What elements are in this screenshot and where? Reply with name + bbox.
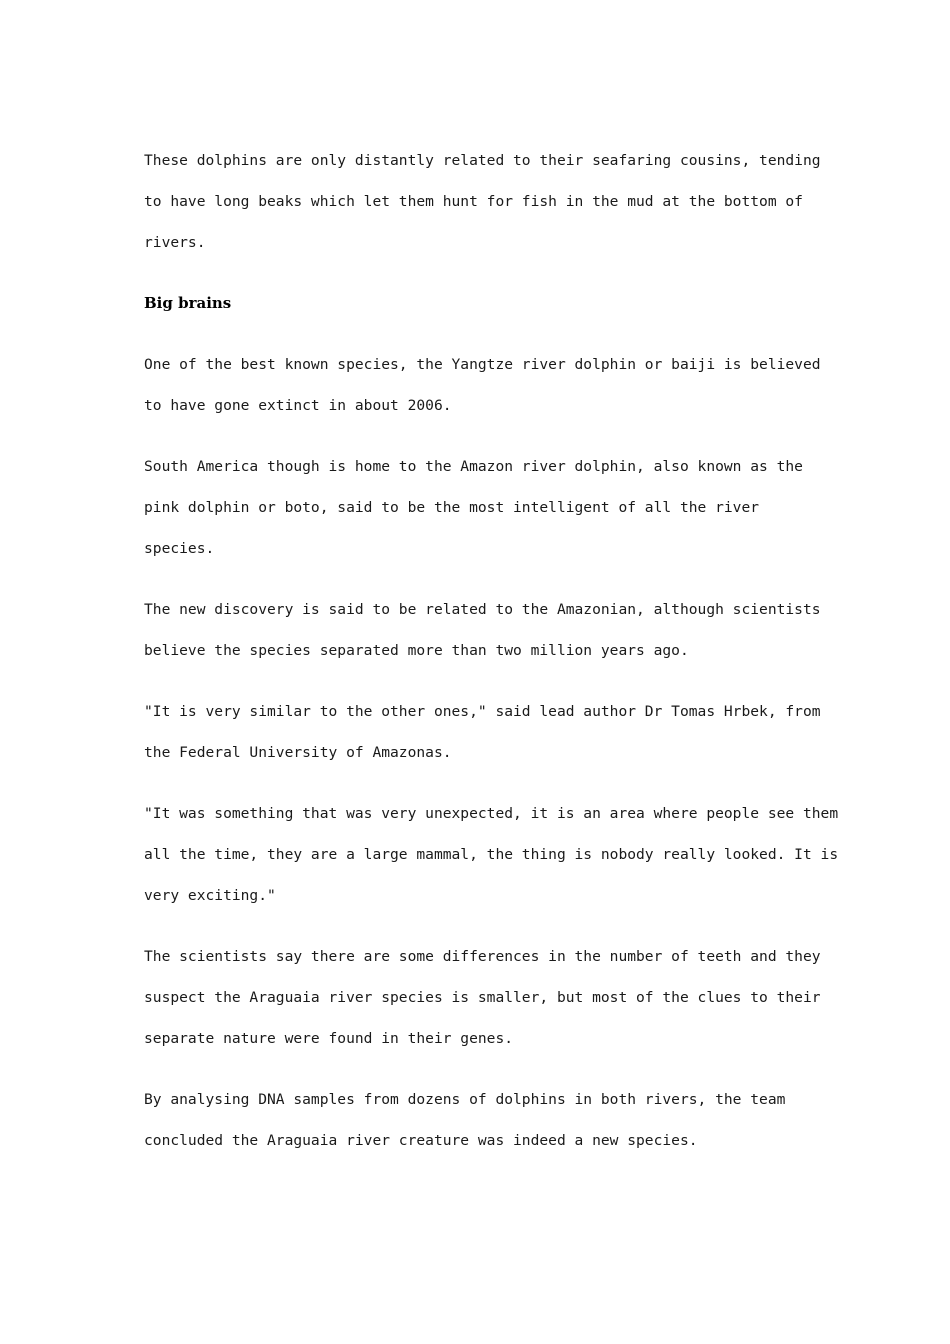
text-line: believe the species separated more than two million years ago. bbox=[144, 642, 689, 659]
text-line: These dolphins are only distantly related to their seafaring cousins, tending bbox=[144, 152, 821, 169]
text-line: The new discovery is said to be related to the Amazonian, although scientists bbox=[144, 601, 821, 618]
text-line: rivers. bbox=[144, 234, 206, 251]
paragraph-3 bbox=[144, 446, 814, 569]
text-line: The scientists say there are some differences in the number of teeth and they bbox=[144, 948, 821, 965]
text-line: species. bbox=[144, 540, 215, 557]
text-line: separate nature were found in their genes. bbox=[144, 1030, 514, 1047]
section-heading-text: Big brains bbox=[144, 294, 232, 312]
paragraph-5 bbox=[144, 691, 821, 773]
paragraph-8 bbox=[144, 1079, 814, 1161]
text-line: to have long beaks which let them hunt for fish in the mud at the bottom of bbox=[144, 193, 803, 210]
text-line: very exciting." bbox=[144, 887, 276, 904]
text-line: By analysing DNA samples from dozens of dolphins in both rivers, the team bbox=[144, 1091, 786, 1108]
text-line: the Federal University of Amazonas. bbox=[144, 744, 452, 761]
paragraph-2 bbox=[144, 344, 821, 426]
text-line: concluded the Araguaia river creature was indeed a new species. bbox=[144, 1132, 698, 1149]
text-line: pink dolphin or boto, said to be the most intelligent of all the river bbox=[144, 499, 760, 516]
text-line: One of the best known species, the Yangtze river dolphin or baiji is believed bbox=[144, 356, 821, 373]
paragraph-1 bbox=[144, 140, 821, 263]
text-line: to have gone extinct in about 2006. bbox=[144, 397, 452, 414]
article-body bbox=[144, 140, 839, 1181]
text-line: "It is very similar to the other ones," said lead author Dr Tomas Hrbek, from bbox=[144, 703, 821, 720]
text-line: "It was something that was very unexpected, it is an area where people see them bbox=[144, 805, 839, 822]
paragraph-6 bbox=[144, 793, 839, 916]
text-line: South America though is home to the Amazon river dolphin, also known as the bbox=[144, 458, 803, 475]
text-line: all the time, they are a large mammal, the thing is nobody really looked. It is bbox=[144, 846, 839, 863]
text-line: suspect the Araguaia river species is smaller, but most of the clues to their bbox=[144, 989, 821, 1006]
paragraph-4 bbox=[144, 589, 821, 671]
section-heading bbox=[144, 283, 814, 324]
paragraph-7 bbox=[144, 936, 821, 1059]
